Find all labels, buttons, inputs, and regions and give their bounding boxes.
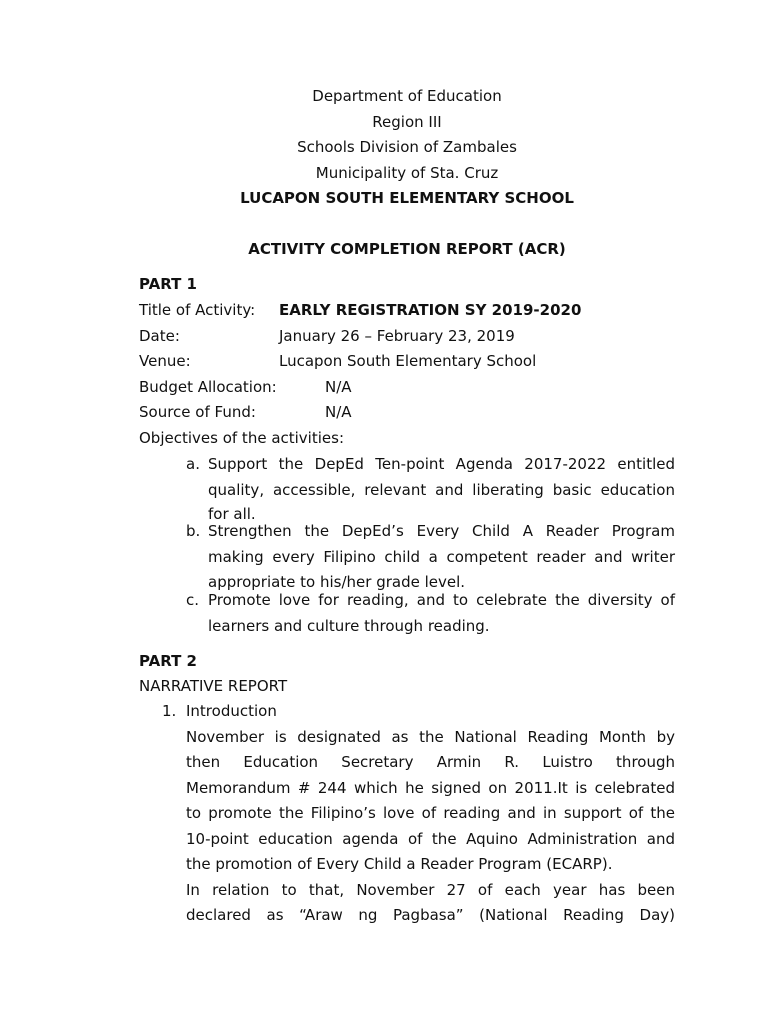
intro-line: 10-point education agenda of the Aquino Administration and <box>186 830 675 848</box>
objective-line: appropriate to his/her grade level. <box>208 573 466 591</box>
intro-line: November is designated as the National Reading Month by <box>186 728 675 746</box>
intro-line: the promotion of Every Child a Reader Program (ECARP). <box>186 855 613 873</box>
intro-line: then Education Secretary Armin R. Luistro through <box>186 753 675 771</box>
field-label-budget: Budget Allocation: <box>139 378 277 396</box>
part1-heading: PART 1 <box>139 275 197 293</box>
objective-line: Strengthen the DepEd’s Every Child A Reader Program <box>208 522 675 540</box>
part2-heading: PART 2 <box>139 652 197 670</box>
objective-line: quality, accessible, relevant and liberating basic education <box>208 481 675 499</box>
field-value-budget: N/A <box>325 378 352 396</box>
objective-marker: a. <box>186 455 200 473</box>
objective-line: making every Filipino child a competent reader and writer <box>208 548 675 566</box>
objective-line: Promote love for reading, and to celebrate the diversity of <box>208 591 675 609</box>
report-title: ACTIVITY COMPLETION REPORT (ACR) <box>248 240 566 258</box>
field-label-title: Title of Activity: <box>139 301 256 319</box>
header-division: Schools Division of Zambales <box>297 138 517 156</box>
field-label-fund: Source of Fund: <box>139 403 256 421</box>
header-municipality: Municipality of Sta. Cruz <box>315 164 499 182</box>
objective-line: for all. <box>208 505 256 523</box>
intro-line: In relation to that, November 27 of each year has been <box>186 881 675 899</box>
field-label-date: Date: <box>139 327 180 345</box>
intro-line: to promote the Filipino’s love of reading and in support of the <box>186 804 675 822</box>
objective-line: Support the DepEd Ten-point Agenda 2017-2022 entitled <box>208 455 675 473</box>
field-value-venue: Lucapon South Elementary School <box>279 352 537 370</box>
intro-line: Memorandum # 244 which he signed on 2011.It is celebrated <box>186 779 675 797</box>
objective-marker: c. <box>186 591 200 609</box>
field-value-date: January 26 – February 23, 2019 <box>279 327 515 345</box>
field-label-venue: Venue: <box>139 352 191 370</box>
narrative-report-heading: NARRATIVE REPORT <box>139 677 288 695</box>
field-value-fund: N/A <box>325 403 352 421</box>
header-region: Region III <box>372 113 442 131</box>
intro-line: declared as “Araw ng Pagbasa” (National Reading Day) <box>186 906 675 924</box>
list-marker: 1. <box>162 702 177 720</box>
introduction-heading: Introduction <box>186 702 277 720</box>
header-department: Department of Education <box>312 87 502 105</box>
field-value-title: EARLY REGISTRATION SY 2019-2020 <box>279 301 582 319</box>
objectives-label: Objectives of the activities: <box>139 429 344 447</box>
objective-marker: b. <box>186 522 201 540</box>
objective-line: learners and culture through reading. <box>208 617 490 635</box>
header-school-name: LUCAPON SOUTH ELEMENTARY SCHOOL <box>240 189 574 207</box>
